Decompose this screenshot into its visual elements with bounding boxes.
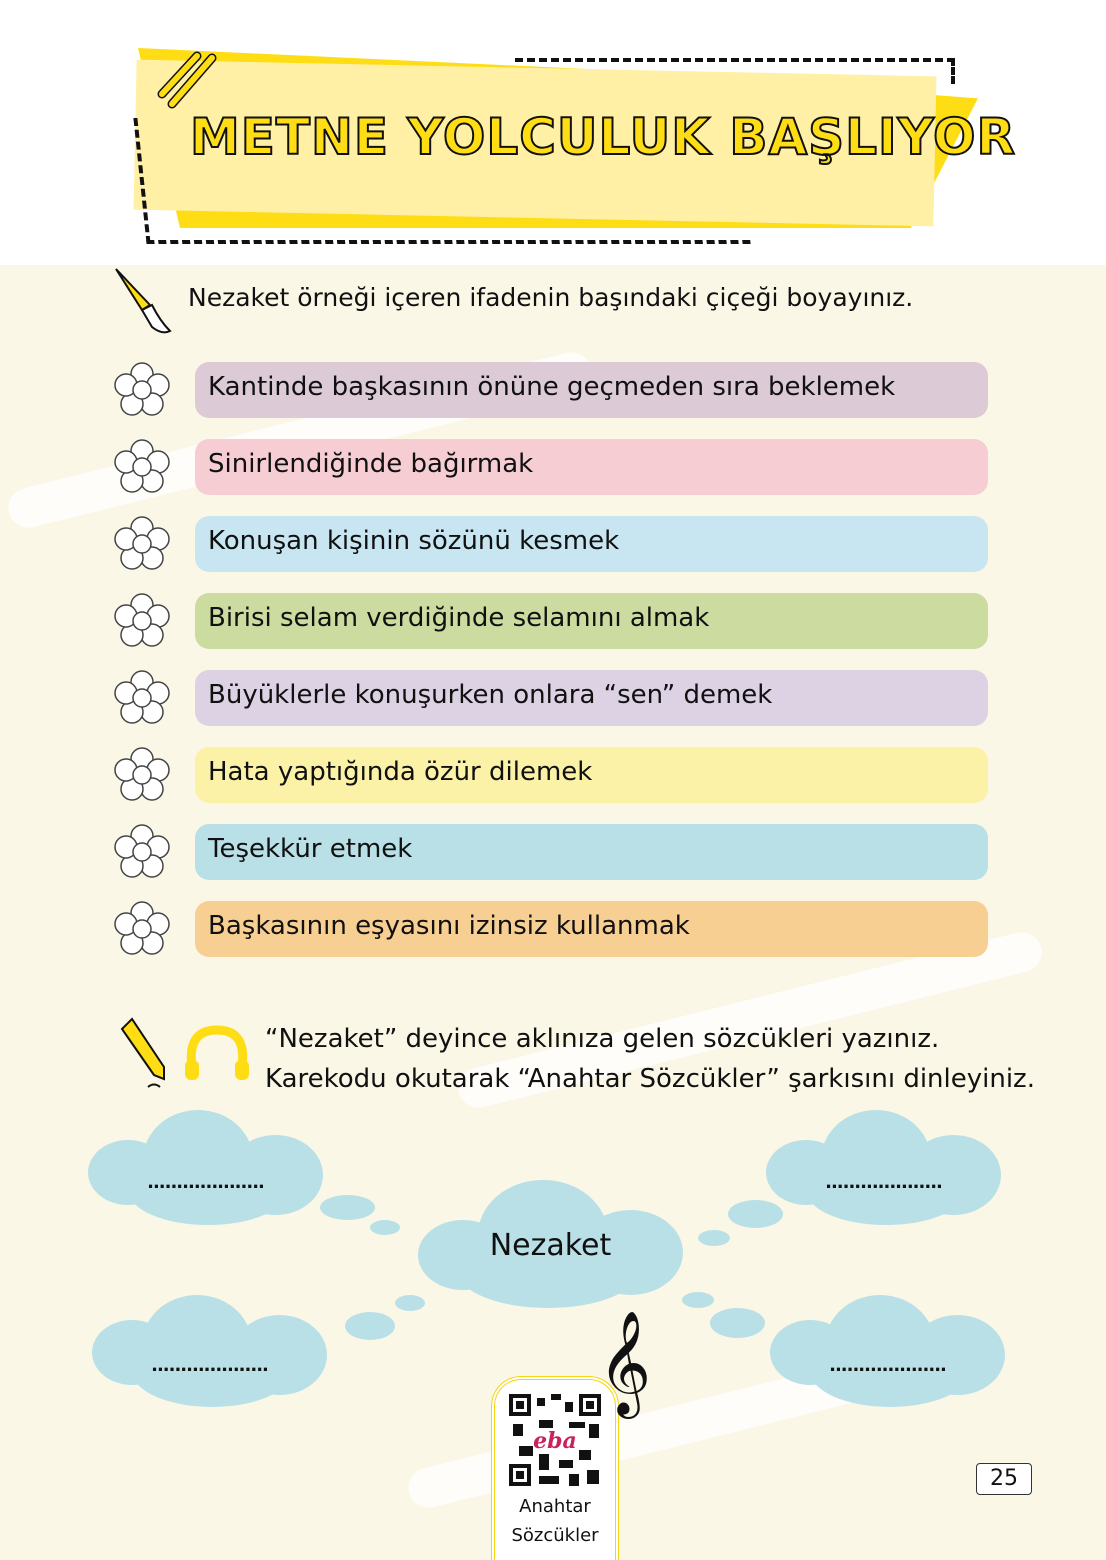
flower-icon[interactable] <box>112 591 172 651</box>
instruction-3: Karekodu okutarak “Anahtar Sözcükler” şarkısını dinleyiniz. <box>265 1064 1035 1094</box>
small-cloud <box>370 1220 400 1235</box>
flower-icon[interactable] <box>112 822 172 882</box>
statement-row <box>195 747 988 803</box>
small-cloud <box>728 1200 783 1228</box>
qr-label-2: Sözcükler <box>511 1525 599 1546</box>
cloud-blank-top-right[interactable] <box>766 1110 1001 1225</box>
small-cloud <box>698 1230 730 1246</box>
headphones-icon <box>182 1022 252 1084</box>
statement-row <box>195 824 988 880</box>
pencil-icon <box>118 1015 170 1090</box>
instruction-1: Nezaket örneği içeren ifadenin başındaki çiçeği boyayınız. <box>188 283 914 312</box>
statement-row <box>195 670 988 726</box>
statement-text: Hata yaptığında özür dilemek <box>208 757 593 787</box>
answer-blank: .................... <box>829 1355 946 1376</box>
qr-code[interactable] <box>509 1394 601 1486</box>
statement-text: Kantinde başkasının önüne geçmeden sıra beklemek <box>208 372 896 402</box>
statement-text: Birisi selam verdiğinde selamını almak <box>208 603 710 633</box>
statement-text: Konuşan kişinin sözünü kesmek <box>208 526 620 556</box>
instruction-2: “Nezaket” deyince aklınıza gelen sözcükleri yazınız. <box>265 1024 940 1054</box>
eba-logo: eba <box>533 1428 577 1454</box>
center-word: Nezaket <box>489 1228 612 1263</box>
flower-icon[interactable] <box>112 745 172 805</box>
answer-blank: .................... <box>147 1172 264 1193</box>
flower-icon[interactable] <box>112 668 172 728</box>
paintbrush-icon <box>112 265 174 337</box>
qr-label-1: Anahtar <box>519 1496 591 1517</box>
page-number: 25 <box>976 1463 1032 1495</box>
statement-row <box>195 593 988 649</box>
statement-text: Sinirlendiğinde bağırmak <box>208 449 534 479</box>
flower-icon[interactable] <box>112 360 172 420</box>
small-cloud <box>320 1190 380 1220</box>
cloud-center <box>418 1180 683 1308</box>
cloud-blank-bottom-left[interactable] <box>92 1295 327 1410</box>
small-cloud <box>395 1295 425 1311</box>
flower-icon[interactable] <box>112 899 172 959</box>
statement-row <box>195 516 988 572</box>
treble-clef-icon: 𝄞 <box>598 1310 652 1415</box>
page-title: METNE YOLCULUK BAŞLIYOR <box>190 108 1017 166</box>
statement-text: Başkasının eşyasını izinsiz kullanmak <box>208 911 690 941</box>
flower-icon[interactable] <box>112 514 172 574</box>
cloud-blank-bottom-right[interactable] <box>770 1295 1005 1410</box>
small-cloud <box>682 1292 714 1308</box>
small-cloud <box>345 1312 395 1340</box>
statement-text: Büyüklerle konuşurken onlara “sen” demek <box>208 680 773 710</box>
small-cloud <box>710 1308 765 1338</box>
dashed-frame <box>515 58 955 84</box>
statement-row <box>195 439 988 495</box>
statement-text: Teşekkür etmek <box>208 834 413 864</box>
statement-row <box>195 901 988 957</box>
answer-blank: .................... <box>151 1355 268 1376</box>
cloud-blank-top-left[interactable] <box>88 1110 323 1225</box>
statement-row <box>195 362 988 418</box>
flower-icon[interactable] <box>112 437 172 497</box>
paperclip-icon <box>152 44 227 116</box>
answer-blank: .................... <box>825 1172 942 1193</box>
